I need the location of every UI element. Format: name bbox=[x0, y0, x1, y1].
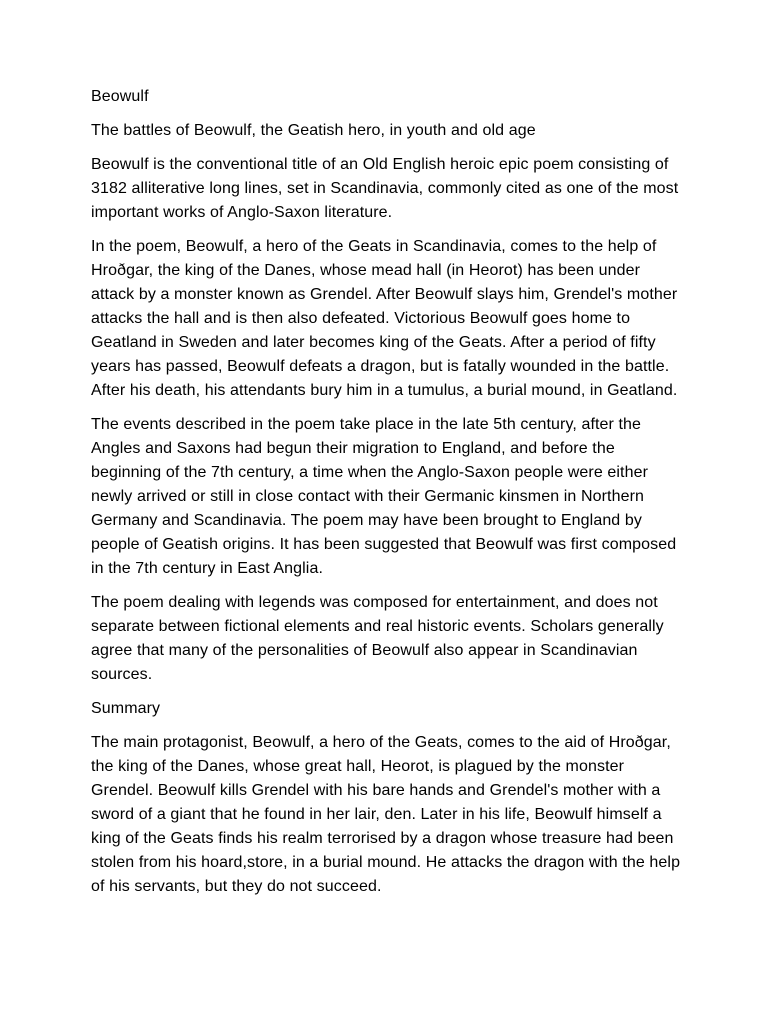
plot-paragraph: In the poem, Beowulf, a hero of the Geats in Scandinavia, comes to the help of Hroðgar, the king of the Danes, whose mead hall (in Heorot) has been under attack by a monster known as Grendel. After Beowulf slays him, Grendel's mother attacks the hall and is then also defeated. Victorious Beowulf goes home to Geatland in Sweden and later becomes king of the Geats. After a period of fifty years has passed, Beowulf defeats a dragon, but is fatally wounded in the battle. After his death, his attendants bury him in a tumulus, a burial mound, in Geatland. bbox=[91, 238, 678, 399]
summary-paragraph: The main protagonist, Beowulf, a hero of the Geats, comes to the aid of Hroðgar, the king of the Danes, whose great hall, Heorot, is plagued by the monster Grendel. Beowulf kills Grendel with his bare hands and Grendel's mother with a sword of a giant that he found in her lair, den. Later in his life, Beowulf himself a king of the Geats finds his realm terrorised by a dragon whose treasure had been stolen from his hoard,store, in a burial mound. He attacks the dragon with the help of his servants, but they do not succeed. bbox=[91, 734, 681, 895]
history-paragraph: The events described in the poem take place in the late 5th century, after the Angles and Saxons had begun their migration to England, and before the beginning of the 7th century, a time when the Anglo-Saxon people were either newly arrived or still in close contact with their Germanic kinsmen in Northern Germany and Scandinavia. The poem may have been brought to England by people of Geatish origins. It has been suggested that Beowulf was first composed in the 7th century in East Anglia. bbox=[91, 416, 677, 577]
legends-paragraph: The poem dealing with legends was composed for entertainment, and does not separate between fictional elements and real historic events. Scholars generally agree that many of the personalities of Beowulf also appear in Scandinavian sources. bbox=[91, 594, 664, 683]
document-page bbox=[91, 85, 681, 909]
document-subtitle: The battles of Beowulf, the Geatish hero, in youth and old age bbox=[91, 122, 536, 139]
document-title: Beowulf bbox=[91, 88, 149, 105]
summary-heading: Summary bbox=[91, 700, 161, 717]
intro-paragraph: Beowulf is the conventional title of an Old English heroic epic poem consisting of 3182 alliterative long lines, set in Scandinavia, commonly cited as one of the most important works of Anglo-Saxon literature. bbox=[91, 156, 679, 221]
